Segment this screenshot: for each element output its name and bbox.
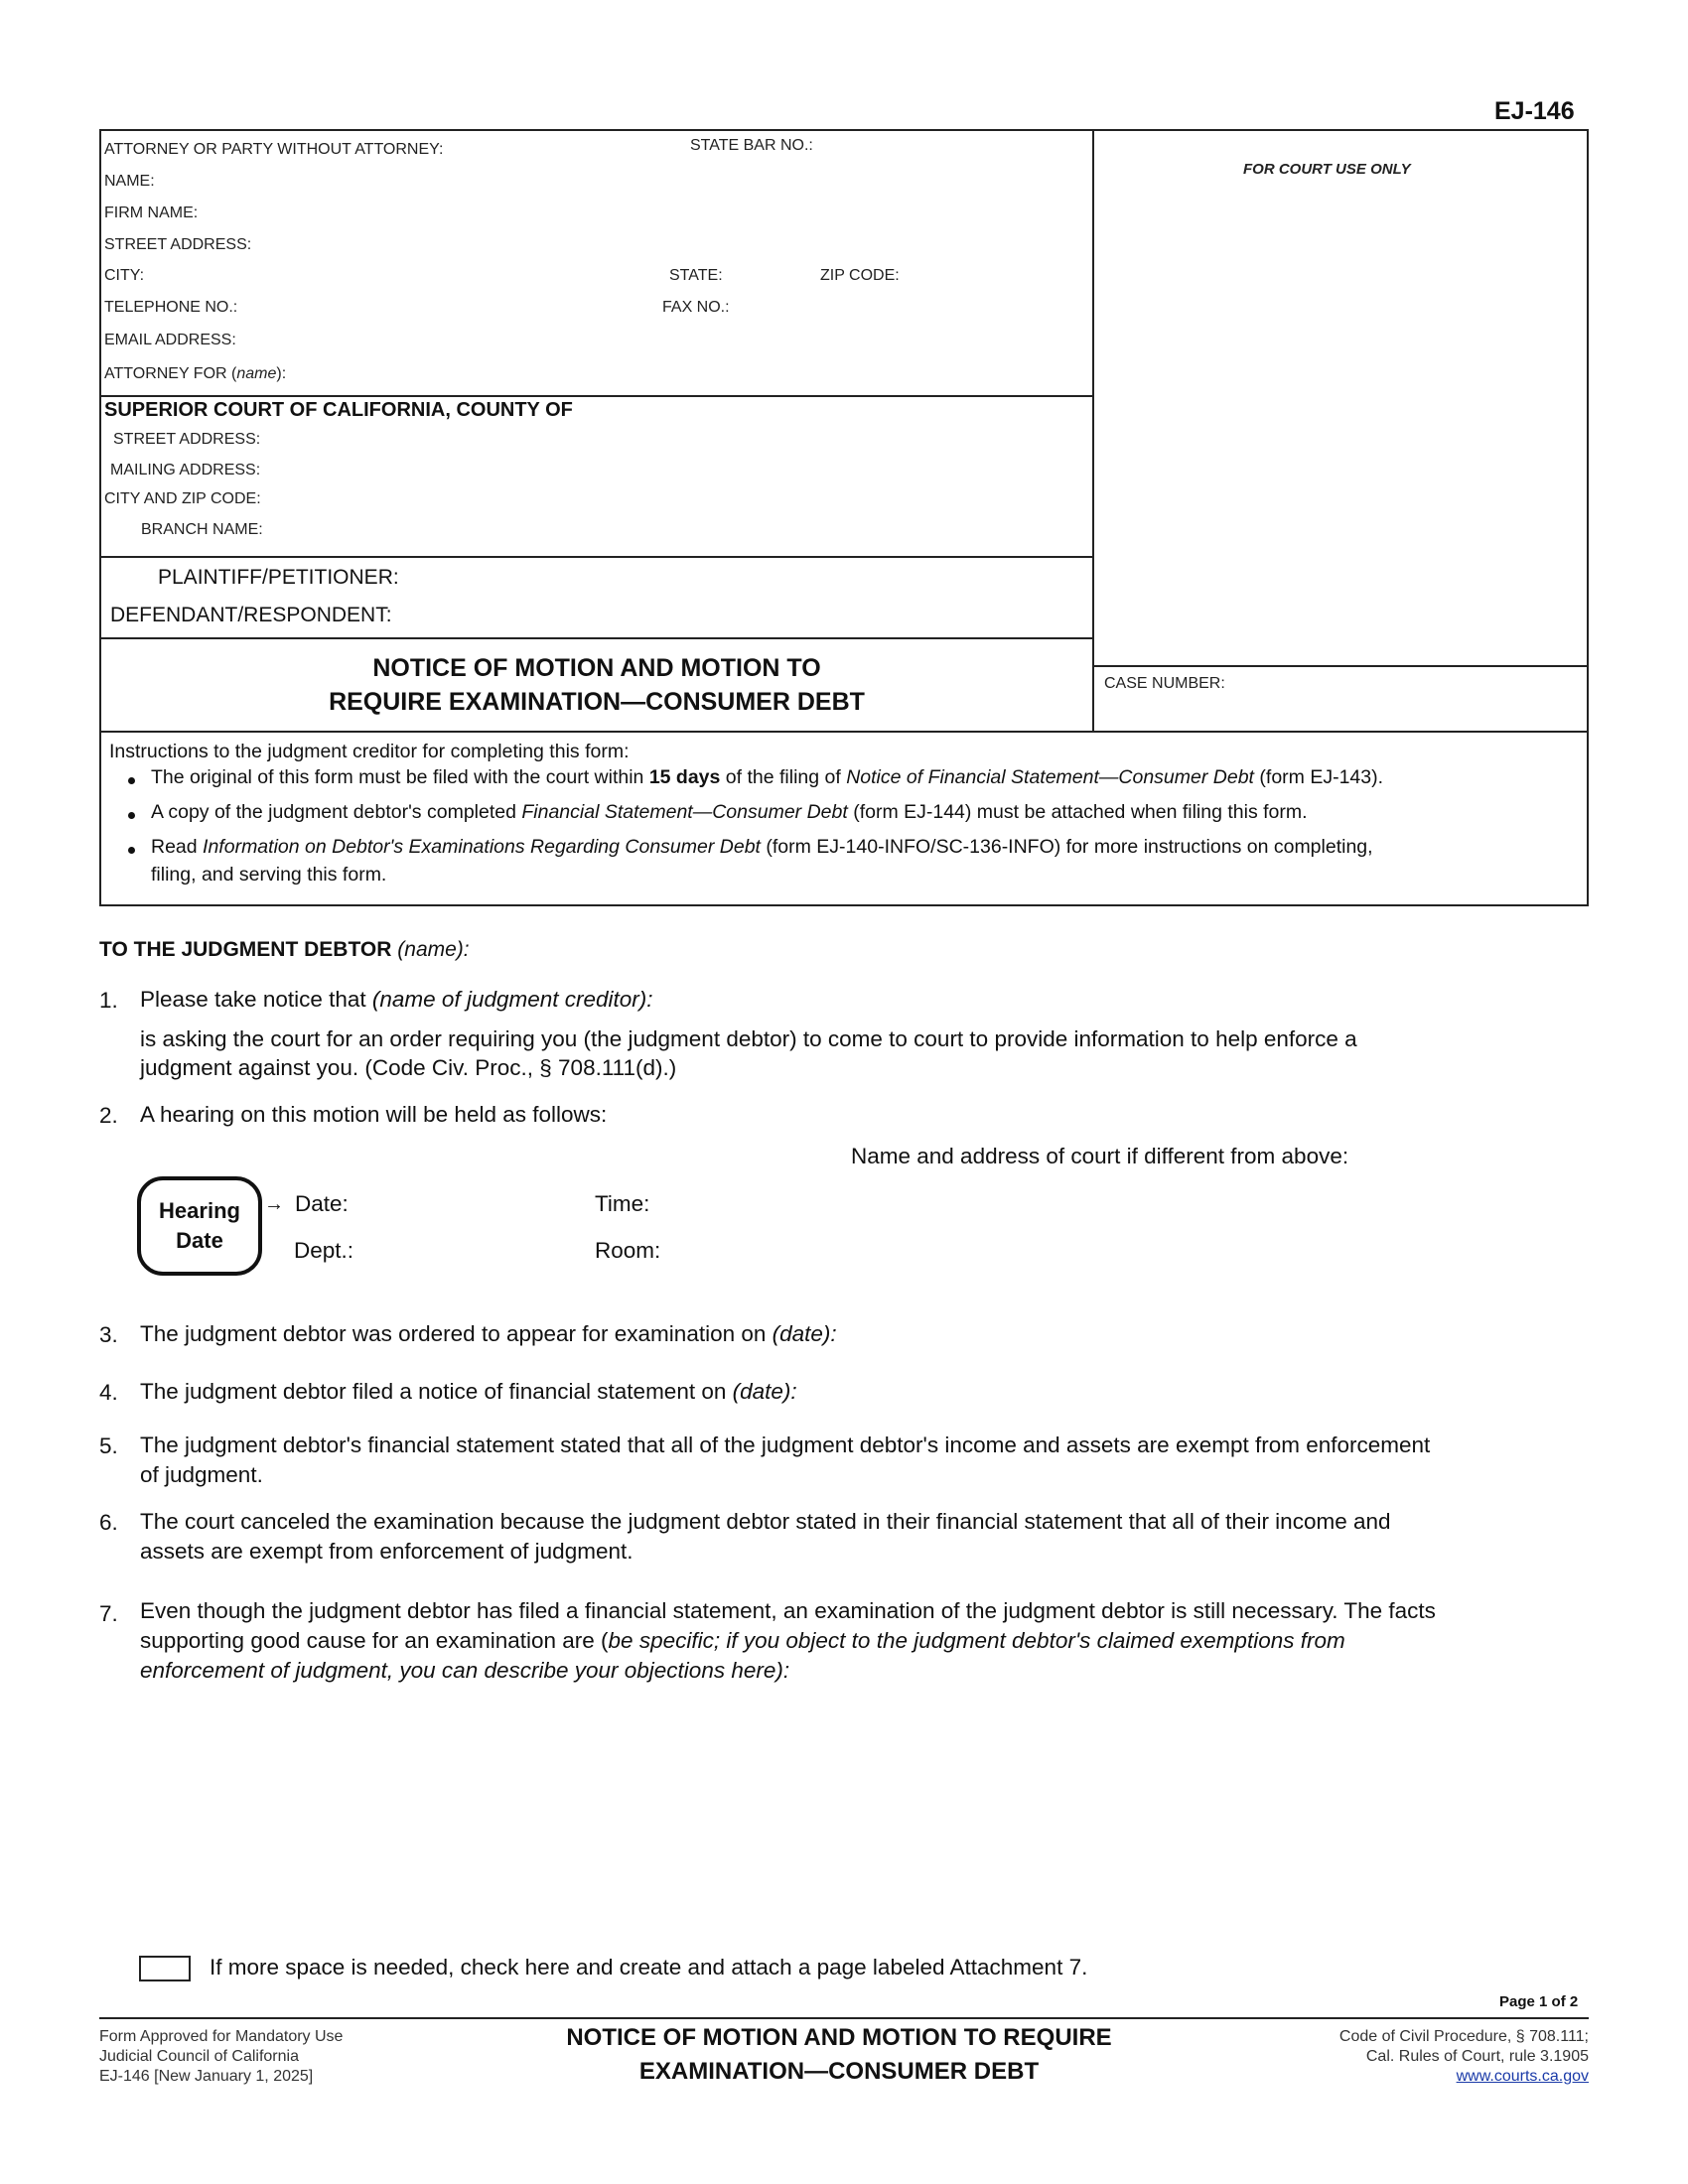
state-label[interactable]: STATE: — [669, 267, 723, 284]
form-code: EJ-146 — [1494, 97, 1575, 125]
instruction-1: The original of this form must be filed with the court within 15 days of the filing of Notice of Financial Statement—Consumer Debt (form EJ-143). — [151, 766, 1384, 788]
item-1-number: 1. — [99, 988, 118, 1013]
court-mailing-label[interactable]: MAILING ADDRESS: — [110, 462, 261, 478]
defendant-label[interactable]: DEFENDANT/RESPONDENT: — [110, 604, 392, 626]
court-street-label[interactable]: STREET ADDRESS: — [113, 431, 261, 448]
hearing-date-badge — [137, 1176, 262, 1276]
item-4-text[interactable]: The judgment debtor filed a notice of financial statement on (date): — [140, 1379, 797, 1404]
hearing-time-label[interactable]: Time: — [595, 1191, 650, 1216]
item-7-line2: supporting good cause for an examination are (be specific; if you object to the judgment debtor's claimed exemptions from — [140, 1628, 1345, 1653]
item-3-number: 3. — [99, 1322, 118, 1347]
caption-box — [99, 129, 1589, 733]
street-address-label[interactable]: STREET ADDRESS: — [104, 236, 252, 253]
name-label[interactable]: NAME: — [104, 173, 155, 190]
item-5-number: 5. — [99, 1433, 118, 1458]
court-bottom-rule — [101, 556, 1092, 558]
footer-rule-citation: Cal. Rules of Court, rule 3.1905 — [1365, 2048, 1589, 2065]
item-2-number: 2. — [99, 1103, 118, 1128]
form-title — [101, 651, 1092, 719]
case-number-label[interactable]: CASE NUMBER: — [1104, 675, 1225, 692]
parties-bottom-rule — [101, 637, 1092, 639]
email-label[interactable]: EMAIL ADDRESS: — [104, 332, 236, 348]
item-1-line3: judgment against you. (Code Civ. Proc., § 708.111(d).) — [140, 1055, 677, 1080]
bullet-icon — [128, 777, 135, 784]
bullet-icon — [128, 847, 135, 854]
footer-approval: Form Approved for Mandatory Use — [99, 2028, 344, 2045]
attachment-text: If more space is needed, check here and create and attach a page labeled Attachment 7. — [210, 1955, 1088, 1979]
hearing-date-label[interactable]: Date: — [295, 1191, 349, 1216]
instruction-3: Read Information on Debtor's Examinations Regarding Consumer Debt (form EJ-140-INFO/SC-136-INFO) for more instructions on completing, — [151, 836, 1373, 858]
item-1-line2: is asking the court for an order requiring you (the judgment debtor) to come to court to provide information to help enforce a — [140, 1026, 1357, 1051]
item-3-text[interactable]: The judgment debtor was ordered to appear for examination on (date): — [140, 1321, 837, 1346]
court-city-zip-label[interactable]: CITY AND ZIP CODE: — [104, 490, 261, 507]
footer-form-id: EJ-146 [New January 1, 2025] — [99, 2068, 314, 2085]
item-4-number: 4. — [99, 1380, 118, 1405]
item-6-line2: assets are exempt from enforcement of judgment. — [140, 1539, 633, 1564]
form-title-line2: REQUIRE EXAMINATION—CONSUMER DEBT — [329, 688, 865, 716]
item-7-response-area[interactable] — [140, 1693, 1589, 1931]
caption-divider — [1092, 131, 1094, 733]
city-label[interactable]: CITY: — [104, 267, 145, 284]
page-number: Page 1 of 2 — [1499, 1993, 1579, 2010]
attorney-heading: ATTORNEY OR PARTY WITHOUT ATTORNEY: — [104, 141, 444, 158]
item-5-line2: of judgment. — [140, 1462, 263, 1487]
item-6-line1: The court canceled the examination because the judgment debtor stated in their financial statement that all of their income and — [140, 1509, 1391, 1534]
court-if-different-label[interactable]: Name and address of court if different from above: — [851, 1144, 1349, 1168]
to-judgment-debtor[interactable]: TO THE JUDGMENT DEBTOR (name): — [99, 938, 470, 961]
item-1-text[interactable]: Please take notice that (name of judgment creditor): — [140, 987, 653, 1012]
item-6-number: 6. — [99, 1510, 118, 1535]
form-title-line1: NOTICE OF MOTION AND MOTION TO — [372, 654, 821, 682]
state-bar-label: STATE BAR NO.: — [690, 137, 813, 154]
fax-label[interactable]: FAX NO.: — [662, 299, 730, 316]
court-branch-label[interactable]: BRANCH NAME: — [141, 521, 263, 538]
hearing-room-label[interactable]: Room: — [595, 1238, 661, 1263]
attorney-for-label[interactable]: ATTORNEY FOR (name): — [104, 365, 287, 382]
instructions-box — [99, 733, 1589, 906]
footer-right — [1241, 2027, 1589, 2087]
item-7-line3: enforcement of judgment, you can describe your objections here): — [140, 1658, 790, 1683]
instruction-3-continued: filing, and serving this form. — [151, 864, 387, 886]
item-5-line1: The judgment debtor's financial statement stated that all of the judgment debtor's income and assets are exempt from enforcement — [140, 1433, 1431, 1457]
attorney-bottom-rule — [101, 395, 1092, 397]
zip-code-label[interactable]: ZIP CODE: — [820, 267, 900, 284]
firm-name-label[interactable]: FIRM NAME: — [104, 205, 199, 221]
courts-website-link[interactable]: www.courts.ca.gov — [1456, 2068, 1589, 2085]
item-2-text: A hearing on this motion will be held as follows: — [140, 1102, 608, 1127]
arrow-right-icon: → — [264, 1193, 284, 1215]
footer-rule — [99, 2017, 1589, 2019]
case-number-rule — [1092, 665, 1589, 667]
instruction-2: A copy of the judgment debtor's completed Financial Statement—Consumer Debt (form EJ-144) must be attached when filing this form. — [151, 801, 1308, 823]
footer-title — [457, 2021, 1221, 2089]
footer-council: Judicial Council of California — [99, 2048, 299, 2065]
item-7-number: 7. — [99, 1601, 118, 1626]
telephone-label[interactable]: TELEPHONE NO.: — [104, 299, 238, 316]
item-7-line1: Even though the judgment debtor has filed a financial statement, an examination of the judgment debtor is still necessary. The facts — [140, 1598, 1436, 1623]
instructions-heading: Instructions to the judgment creditor for completing this form: — [109, 741, 630, 762]
plaintiff-label[interactable]: PLAINTIFF/PETITIONER: — [158, 566, 399, 589]
court-use-label: FOR COURT USE ONLY — [1243, 161, 1411, 178]
footer-title-line2: EXAMINATION—CONSUMER DEBT — [638, 2058, 1040, 2085]
hearing-badge-line1: Hearing — [159, 1198, 240, 1223]
footer-title-line1: NOTICE OF MOTION AND MOTION TO REQUIRE — [566, 2024, 1112, 2051]
hearing-dept-label[interactable]: Dept.: — [294, 1238, 354, 1263]
hearing-badge-line2: Date — [176, 1228, 223, 1253]
court-heading: SUPERIOR COURT OF CALIFORNIA, COUNTY OF — [104, 399, 573, 421]
bullet-icon — [128, 812, 135, 819]
footer-left — [99, 2027, 343, 2087]
footer-code-citation: Code of Civil Procedure, § 708.111; — [1338, 2028, 1589, 2045]
attachment-checkbox[interactable] — [139, 1956, 191, 1981]
